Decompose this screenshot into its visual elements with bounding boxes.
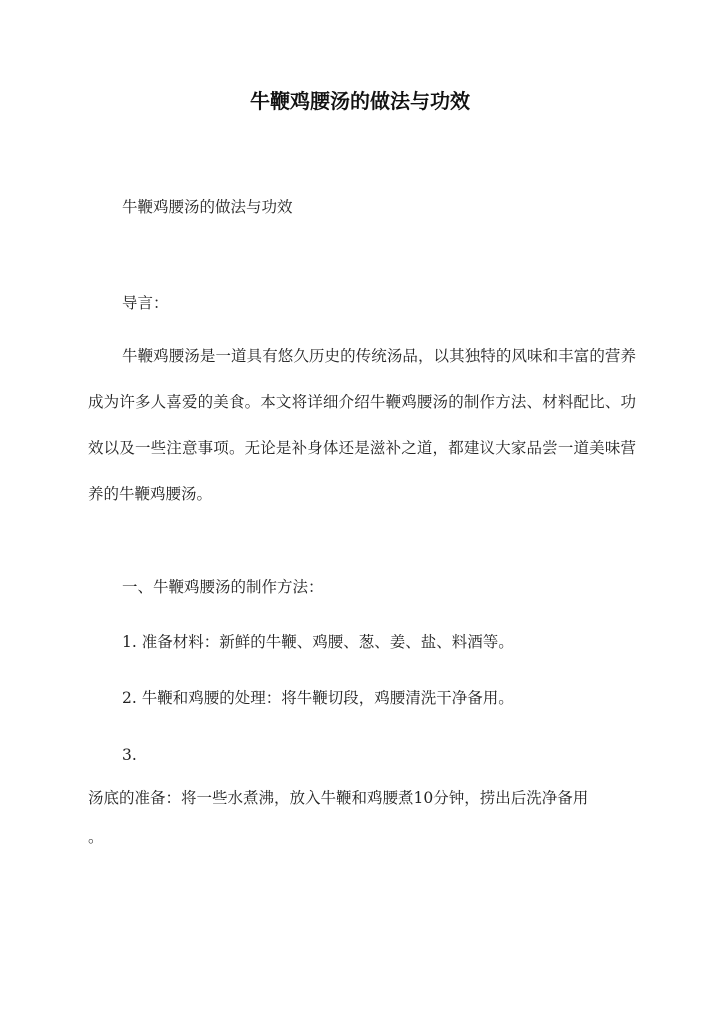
step-1: 1. 准备材料：新鲜的牛鞭、鸡腰、葱、姜、盐、料酒等。: [122, 633, 514, 651]
step-3-text: 汤底的准备：将一些水煮沸，放入牛鞭和鸡腰煮10分钟，捞出后洗净备用: [88, 789, 589, 807]
subtitle: 牛鞭鸡腰汤的做法与功效: [122, 198, 293, 216]
step-3-text-end: 。: [88, 828, 104, 846]
step-2: 2. 牛鞭和鸡腰的处理：将牛鞭切段，鸡腰清洗干净备用。: [122, 689, 514, 707]
intro-heading: 导言：: [122, 294, 169, 312]
intro-paragraph: 牛鞭鸡腰汤是一道具有悠久历史的传统汤品，以其独特的风味和丰富的营养成为许多人喜爱的美食。本文将详细介绍牛鞭鸡腰汤的制作方法、材料配比、功效以及一些注意事项。无论是补身体还是滋补之道，都建议大家品尝一道美味营养的牛鞭鸡腰汤。: [88, 347, 636, 503]
step-3-number: 3.: [122, 746, 137, 764]
section-heading-method: 一、牛鞭鸡腰汤的制作方法：: [122, 578, 324, 596]
document-title: 牛鞭鸡腰汤的做法与功效: [250, 89, 470, 113]
